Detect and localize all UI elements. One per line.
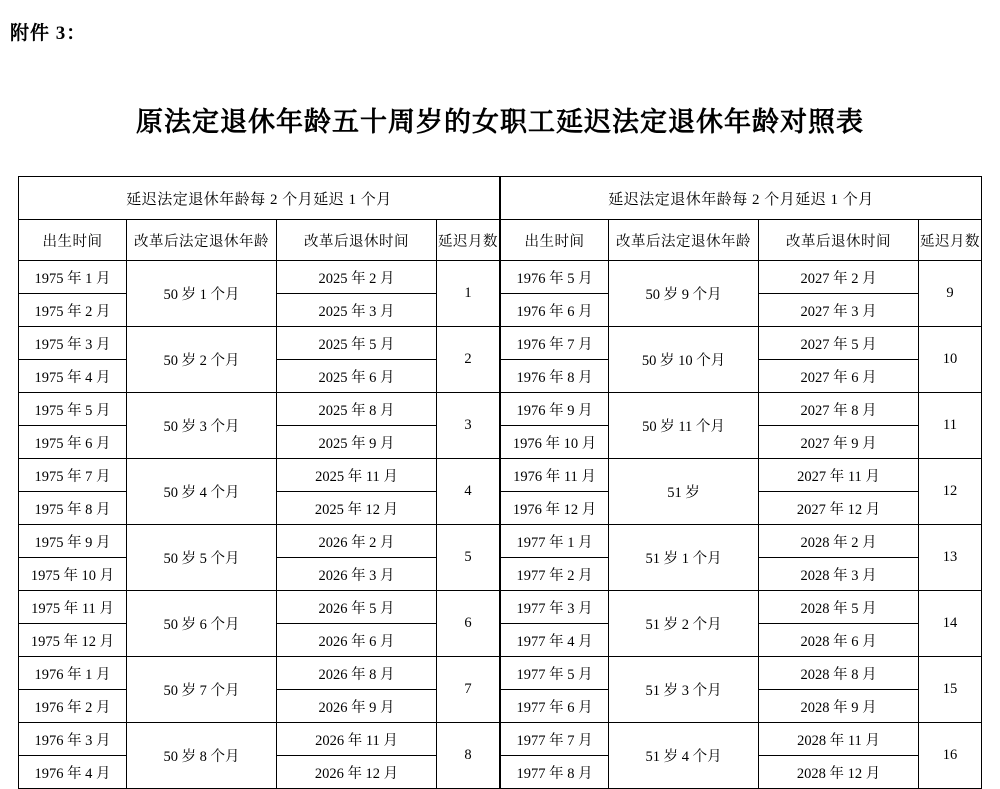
cell-retire-time: 2025 年 5 月 bbox=[277, 327, 437, 360]
cell-retire-age: 51 岁 4 个月 bbox=[609, 723, 759, 789]
cell-retire-time: 2026 年 9 月 bbox=[277, 690, 437, 723]
cell-birth: 1976 年 4 月 bbox=[19, 756, 127, 789]
cell-delay-months: 12 bbox=[919, 459, 982, 525]
cell-retire-age: 51 岁 3 个月 bbox=[609, 657, 759, 723]
cell-retire-time: 2026 年 3 月 bbox=[277, 558, 437, 591]
cell-birth: 1976 年 5 月 bbox=[501, 261, 609, 294]
table-row bbox=[501, 261, 982, 294]
cell-delay-months: 15 bbox=[919, 657, 982, 723]
cell-retire-time: 2025 年 3 月 bbox=[277, 294, 437, 327]
table-header-row bbox=[501, 220, 982, 261]
column-header-retire-age: 改革后法定退休年龄 bbox=[127, 220, 277, 261]
cell-retire-age: 50 岁 1 个月 bbox=[127, 261, 277, 327]
retirement-schedule-table-left bbox=[18, 176, 500, 789]
table-banner-row bbox=[19, 177, 500, 220]
cell-delay-months: 13 bbox=[919, 525, 982, 591]
cell-birth: 1975 年 4 月 bbox=[19, 360, 127, 393]
cell-retire-age: 50 岁 4 个月 bbox=[127, 459, 277, 525]
column-header-delay-months: 延迟月数 bbox=[919, 220, 982, 261]
cell-retire-time: 2025 年 6 月 bbox=[277, 360, 437, 393]
cell-retire-time: 2025 年 11 月 bbox=[277, 459, 437, 492]
column-header-delay-months: 延迟月数 bbox=[437, 220, 500, 261]
cell-delay-months: 1 bbox=[437, 261, 500, 327]
column-header-retire-time: 改革后退休时间 bbox=[759, 220, 919, 261]
cell-retire-time: 2027 年 3 月 bbox=[759, 294, 919, 327]
cell-birth: 1977 年 8 月 bbox=[501, 756, 609, 789]
cell-delay-months: 16 bbox=[919, 723, 982, 789]
cell-retire-time: 2028 年 12 月 bbox=[759, 756, 919, 789]
cell-retire-time: 2027 年 12 月 bbox=[759, 492, 919, 525]
cell-retire-age: 50 岁 11 个月 bbox=[609, 393, 759, 459]
cell-delay-months: 9 bbox=[919, 261, 982, 327]
cell-retire-time: 2028 年 6 月 bbox=[759, 624, 919, 657]
cell-retire-age: 50 岁 5 个月 bbox=[127, 525, 277, 591]
cell-birth: 1977 年 4 月 bbox=[501, 624, 609, 657]
cell-retire-time: 2025 年 2 月 bbox=[277, 261, 437, 294]
cell-birth: 1976 年 7 月 bbox=[501, 327, 609, 360]
cell-retire-time: 2028 年 2 月 bbox=[759, 525, 919, 558]
cell-retire-time: 2026 年 6 月 bbox=[277, 624, 437, 657]
cell-retire-time: 2028 年 3 月 bbox=[759, 558, 919, 591]
table-row bbox=[501, 657, 982, 690]
cell-retire-age: 50 岁 3 个月 bbox=[127, 393, 277, 459]
column-header-birth: 出生时间 bbox=[501, 220, 609, 261]
column-header-retire-time: 改革后退休时间 bbox=[277, 220, 437, 261]
cell-birth: 1976 年 12 月 bbox=[501, 492, 609, 525]
cell-delay-months: 11 bbox=[919, 393, 982, 459]
cell-delay-months: 14 bbox=[919, 591, 982, 657]
column-header-retire-age: 改革后法定退休年龄 bbox=[609, 220, 759, 261]
table-row bbox=[501, 525, 982, 558]
cell-retire-time: 2026 年 11 月 bbox=[277, 723, 437, 756]
cell-retire-time: 2027 年 11 月 bbox=[759, 459, 919, 492]
cell-delay-months: 7 bbox=[437, 657, 500, 723]
cell-retire-time: 2027 年 8 月 bbox=[759, 393, 919, 426]
cell-birth: 1976 年 10 月 bbox=[501, 426, 609, 459]
tables-container bbox=[18, 176, 982, 789]
table-row bbox=[501, 723, 982, 756]
cell-birth: 1976 年 6 月 bbox=[501, 294, 609, 327]
cell-retire-time: 2026 年 12 月 bbox=[277, 756, 437, 789]
cell-delay-months: 8 bbox=[437, 723, 500, 789]
cell-birth: 1975 年 11 月 bbox=[19, 591, 127, 624]
cell-retire-time: 2027 年 9 月 bbox=[759, 426, 919, 459]
cell-birth: 1977 年 7 月 bbox=[501, 723, 609, 756]
cell-birth: 1975 年 10 月 bbox=[19, 558, 127, 591]
table-row bbox=[19, 261, 500, 294]
cell-birth: 1976 年 8 月 bbox=[501, 360, 609, 393]
cell-retire-time: 2028 年 5 月 bbox=[759, 591, 919, 624]
cell-retire-time: 2025 年 9 月 bbox=[277, 426, 437, 459]
table-row bbox=[501, 459, 982, 492]
table-row bbox=[501, 591, 982, 624]
cell-retire-time: 2027 年 5 月 bbox=[759, 327, 919, 360]
cell-birth: 1975 年 9 月 bbox=[19, 525, 127, 558]
cell-birth: 1975 年 6 月 bbox=[19, 426, 127, 459]
cell-birth: 1976 年 11 月 bbox=[501, 459, 609, 492]
table-row bbox=[19, 591, 500, 624]
cell-delay-months: 10 bbox=[919, 327, 982, 393]
cell-birth: 1976 年 3 月 bbox=[19, 723, 127, 756]
cell-delay-months: 6 bbox=[437, 591, 500, 657]
cell-retire-age: 51 岁 bbox=[609, 459, 759, 525]
cell-birth: 1976 年 9 月 bbox=[501, 393, 609, 426]
cell-retire-time: 2026 年 8 月 bbox=[277, 657, 437, 690]
table-row bbox=[19, 525, 500, 558]
cell-retire-time: 2025 年 12 月 bbox=[277, 492, 437, 525]
cell-birth: 1977 年 3 月 bbox=[501, 591, 609, 624]
cell-retire-age: 51 岁 1 个月 bbox=[609, 525, 759, 591]
cell-retire-time: 2028 年 9 月 bbox=[759, 690, 919, 723]
cell-retire-time: 2027 年 6 月 bbox=[759, 360, 919, 393]
cell-retire-age: 50 岁 6 个月 bbox=[127, 591, 277, 657]
cell-delay-months: 2 bbox=[437, 327, 500, 393]
cell-birth: 1975 年 2 月 bbox=[19, 294, 127, 327]
table-banner-row bbox=[501, 177, 982, 220]
cell-retire-age: 50 岁 9 个月 bbox=[609, 261, 759, 327]
table-row bbox=[19, 657, 500, 690]
table-row bbox=[19, 327, 500, 360]
column-header-birth: 出生时间 bbox=[19, 220, 127, 261]
cell-birth: 1975 年 12 月 bbox=[19, 624, 127, 657]
table-header-row bbox=[19, 220, 500, 261]
cell-birth: 1975 年 7 月 bbox=[19, 459, 127, 492]
cell-birth: 1977 年 6 月 bbox=[501, 690, 609, 723]
cell-birth: 1975 年 5 月 bbox=[19, 393, 127, 426]
cell-delay-months: 5 bbox=[437, 525, 500, 591]
table-row bbox=[501, 393, 982, 426]
page-title: 原法定退休年龄五十周岁的女职工延迟法定退休年龄对照表 bbox=[136, 107, 864, 137]
cell-birth: 1977 年 5 月 bbox=[501, 657, 609, 690]
cell-retire-time: 2026 年 2 月 bbox=[277, 525, 437, 558]
table-banner-right: 延迟法定退休年龄每 2 个月延迟 1 个月 bbox=[501, 177, 982, 220]
cell-retire-time: 2025 年 8 月 bbox=[277, 393, 437, 426]
table-row bbox=[19, 393, 500, 426]
cell-birth: 1977 年 2 月 bbox=[501, 558, 609, 591]
cell-birth: 1976 年 2 月 bbox=[19, 690, 127, 723]
cell-birth: 1976 年 1 月 bbox=[19, 657, 127, 690]
cell-delay-months: 3 bbox=[437, 393, 500, 459]
table-row bbox=[19, 723, 500, 756]
table-row bbox=[501, 327, 982, 360]
cell-retire-age: 50 岁 10 个月 bbox=[609, 327, 759, 393]
cell-retire-time: 2028 年 11 月 bbox=[759, 723, 919, 756]
cell-birth: 1975 年 1 月 bbox=[19, 261, 127, 294]
retirement-schedule-table-right bbox=[500, 176, 982, 789]
cell-birth: 1977 年 1 月 bbox=[501, 525, 609, 558]
cell-birth: 1975 年 8 月 bbox=[19, 492, 127, 525]
cell-delay-months: 4 bbox=[437, 459, 500, 525]
attachment-label: 附件 3： bbox=[10, 23, 87, 44]
cell-birth: 1975 年 3 月 bbox=[19, 327, 127, 360]
table-banner-left: 延迟法定退休年龄每 2 个月延迟 1 个月 bbox=[19, 177, 500, 220]
cell-retire-age: 50 岁 7 个月 bbox=[127, 657, 277, 723]
cell-retire-age: 51 岁 2 个月 bbox=[609, 591, 759, 657]
table-row bbox=[19, 459, 500, 492]
cell-retire-time: 2027 年 2 月 bbox=[759, 261, 919, 294]
cell-retire-age: 50 岁 2 个月 bbox=[127, 327, 277, 393]
cell-retire-time: 2026 年 5 月 bbox=[277, 591, 437, 624]
cell-retire-time: 2028 年 8 月 bbox=[759, 657, 919, 690]
cell-retire-age: 50 岁 8 个月 bbox=[127, 723, 277, 789]
